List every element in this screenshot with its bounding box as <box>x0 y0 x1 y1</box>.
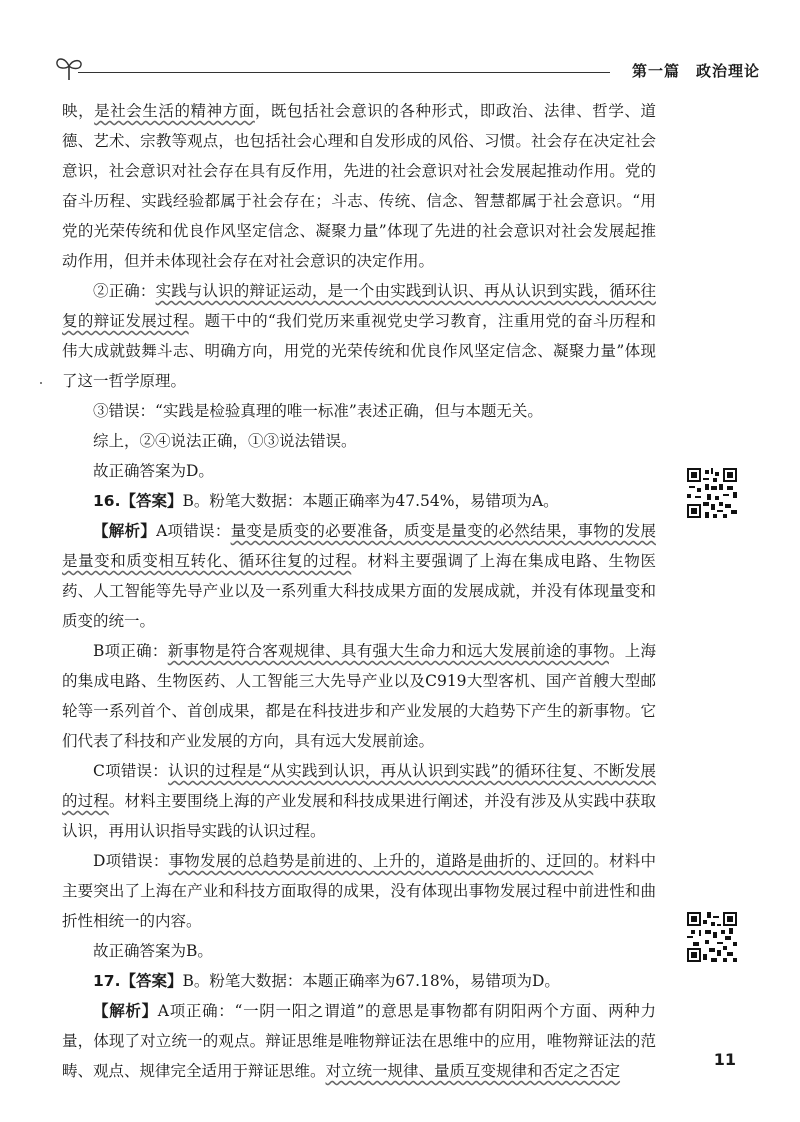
paragraph-summary <box>62 426 656 456</box>
text-segment: ，既包括社会意识的各种形式，即政治、法律、哲学、道德、艺术、宗教等观点，也包括社会心理和自发形成的风俗、习惯。社会存在决定社会意识，社会意识对社会存在具有反作用，先进的社会意识对社会发展起推动作用。党的奋斗历程、实践经验都属于社会存在；斗志、传统、信念、智慧都属于社会意识。“用党的光荣传统和优良作风坚定信念、凝聚力量”体现了先进的社会意识对社会发展起推动作用，但并未体现社会存在对社会意识的决定作用。 <box>62 102 656 270</box>
q16-analysis-a <box>62 516 656 636</box>
page-number: 11 <box>713 1050 736 1069</box>
text-segment: B项正确： <box>93 642 168 660</box>
page-body <box>62 96 656 1086</box>
paragraph-social-consciousness <box>62 96 656 276</box>
analysis-tag: 【解析】 <box>93 522 157 540</box>
paragraph-item-2 <box>62 276 656 396</box>
text-segment: 。题干中的“我们党历来重视党史学习教育，注重用党的奋斗历程和伟大成就鼓舞斗志、明确方向，用党的光荣传统和优良作风坚定信念、凝聚力量”体现了这一哲学原理。 <box>62 312 656 390</box>
question-number: 16. <box>93 492 121 510</box>
answer-text: B。粉笔大数据：本题正确率为67.18%，易错项为D。 <box>182 972 560 990</box>
question-number: 17. <box>93 972 121 990</box>
q16-conclusion <box>62 936 656 966</box>
text-segment: ③错误：“实践是检验真理的唯一标准”表述正确，但与本题无关。 <box>93 402 543 420</box>
paragraph-conclusion-15 <box>62 456 656 486</box>
page-header <box>48 48 760 88</box>
q16-answer-line <box>62 486 656 516</box>
emphasized-text: 量变是质变的必要准备，质变是量变的必然结果，事物的发展是量变和质变相互转化、循环往复的过程 <box>62 522 656 570</box>
text-segment: A项正确：“一阴一阳之谓道”的意思是事物都有阴阳两个方面、两种力量，体现了对立统一的观点。辩证思维是唯物辩证法在思维中的应用，唯物辩证法的范畴、观点、规律完全适用于辩证思维。 <box>62 1002 656 1080</box>
emphasized-text: 实践与认识的辩证运动，是一个由实践到认识、再从认识到实践，循环往复的辩证发展过程 <box>62 282 656 330</box>
answer-tag: 【答案】 <box>120 972 183 990</box>
answer-tag: 【答案】 <box>120 492 183 510</box>
text-segment: 。上海的集成电路、生物医药、人工智能三大先导产业以及C919大型客机、国产首艘大型邮轮等一系列首个、首创成果，都是在科技进步和产业发展的大趋势下产生的新事物。它们代表了科技和产业发展的方向，具有远大发展前途。 <box>62 642 656 750</box>
q16-analysis-d <box>62 846 656 936</box>
text-segment: 故正确答案为D。 <box>93 462 214 480</box>
q16-analysis-b <box>62 636 656 756</box>
text-segment: 。材料主要强调了上海在集成电路、生物医药、人工智能等先导产业以及一系列重大科技成果方面的发展成就，并没有体现量变和质变的统一。 <box>62 552 656 630</box>
leaf-sprout-icon <box>54 52 84 82</box>
text-segment: 综上，②④说法正确，①③说法错误。 <box>93 432 357 450</box>
margin-mark <box>40 382 42 384</box>
qr-code-icon[interactable] <box>687 912 737 962</box>
text-segment: 映， <box>62 102 95 120</box>
q17-answer-line <box>62 966 656 996</box>
chapter-title: 第一篇 政治理论 <box>631 62 760 80</box>
text-segment: D项错误： <box>93 852 169 870</box>
text-segment: 故正确答案为B。 <box>93 942 213 960</box>
analysis-tag: 【解析】 <box>93 1002 158 1020</box>
text-segment: A项错误： <box>156 522 231 540</box>
answer-text: B。粉笔大数据：本题正确率为47.54%，易错项为A。 <box>182 492 559 510</box>
emphasized-text: 认识的过程是“从实践到认识，再从认识到实践”的循环往复、不断发展的过程 <box>62 762 656 810</box>
emphasized-text: 事物发展的总趋势是前进的、上升的，道路是曲折的、迂回的 <box>168 852 594 870</box>
emphasized-text: 新事物是符合客观规律、具有强大生命力和远大发展前途的事物 <box>167 642 609 660</box>
text-segment: C项错误： <box>93 762 169 780</box>
paragraph-item-3 <box>62 396 656 426</box>
text-segment: 。材料中主要突出了上海在产业和科技方面取得的成果，没有体现出事物发展过程中前进性和曲折性相统一的内容。 <box>62 852 656 930</box>
text-segment: 。材料主要围绕上海的产业发展和科技成果进行阐述，并没有涉及从实践中获取认识，再用认识指导实践的认识过程。 <box>62 792 656 840</box>
qr-code-icon[interactable] <box>687 468 737 518</box>
q16-analysis-c <box>62 756 656 846</box>
header-rule <box>78 72 610 73</box>
text-segment: ②正确： <box>93 282 156 300</box>
q17-analysis-a <box>62 996 656 1086</box>
emphasized-text: 对立统一规律、量质互变规律和否定之否定 <box>325 1062 621 1080</box>
emphasized-text: 是社会生活的精神方面 <box>94 102 255 120</box>
